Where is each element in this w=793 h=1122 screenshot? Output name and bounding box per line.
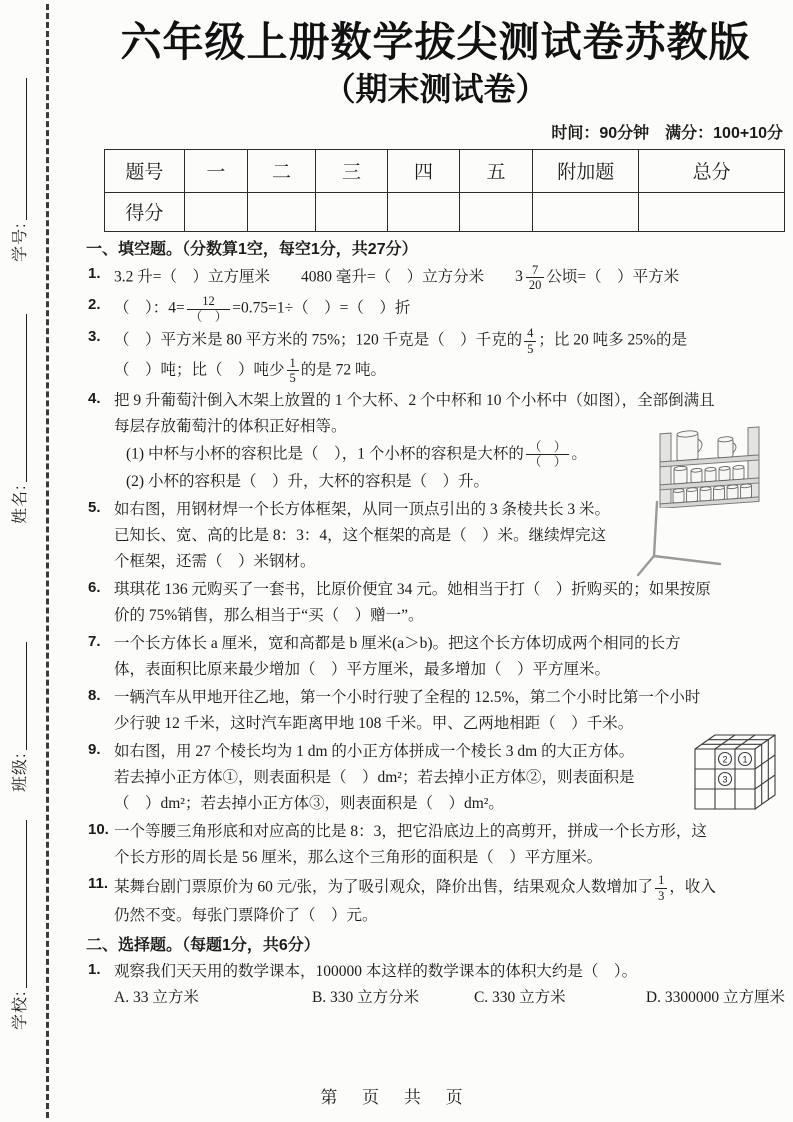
score-cell-empty [460, 192, 533, 231]
score-table-column-header: 三 [316, 149, 388, 192]
fraction [526, 263, 545, 293]
page-subtitle: （期末测试卷） [323, 70, 548, 107]
question-text: 已知长、宽、高的比是 8：3：4，这个框架的高是（ ）米。继续焊完这 [114, 527, 607, 545]
frame-corner-figure-wrap [635, 499, 723, 582]
score-table-header-row [105, 149, 785, 192]
question-line [114, 631, 785, 657]
section [86, 932, 785, 1011]
section-heading: 一、填空题。（分数算1空，每空1分，共27分） [86, 240, 418, 258]
frame-corner-figure [635, 499, 723, 577]
question [86, 685, 785, 737]
question-line [114, 845, 785, 871]
question-text: （ ）：4= [114, 299, 185, 317]
question [86, 326, 785, 386]
sidebar-fill-line [26, 642, 27, 750]
score-cell-empty [639, 192, 785, 231]
question-text: 一辆汽车从甲地开往乙地，第一个小时行驶了全程的 12.5%，第二个小时比第一个小时 [114, 689, 701, 707]
question-line [114, 263, 785, 293]
question-number: 1. [88, 264, 101, 282]
fraction-denominator: 5 [524, 341, 536, 356]
svg-text:2: 2 [722, 754, 728, 765]
question-text: =0.75=1÷（ ）=（ ）折 [232, 299, 411, 317]
question-number: 7. [88, 633, 101, 651]
score-table-score-row [105, 192, 785, 231]
score-table [104, 149, 785, 232]
score-cell-empty [248, 192, 316, 231]
fraction-denominator: 3 [655, 888, 667, 903]
question-number: 9. [88, 741, 101, 759]
question-number: 2. [88, 296, 101, 314]
sidebar-field-label: 姓名: [12, 484, 29, 524]
score-cell-empty [316, 192, 388, 231]
question [86, 294, 785, 324]
fraction-numerator: 12 [202, 294, 215, 309]
score-table-column-header: 题号 [105, 149, 185, 192]
fraction-numerator: 1 [289, 355, 296, 370]
score-table-column-header: 总分 [639, 149, 785, 192]
question-text: 公顷=（ ）平方米 [546, 268, 680, 286]
score-row-label: 得分 [105, 192, 185, 231]
fraction [526, 440, 570, 470]
score-table-column-header: 二 [248, 149, 316, 192]
question-text: 把 9 升葡萄汁倒入木架上放置的 1 个大杯、2 个中杯和 10 个小杯中（如图），全部倒满且 [114, 391, 715, 409]
question [86, 739, 785, 817]
question-text: 的是 72 吨。 [300, 361, 387, 379]
question-number: 8. [88, 687, 101, 705]
choice-option: C. 330 立方米 [473, 989, 566, 1007]
question-text: （ ）平方米是 80 平方米的 75%；120 千克是（ ）千克的 [114, 331, 523, 349]
question-line [114, 657, 785, 683]
sidebar-field-name [8, 312, 30, 524]
score-table-column-header: 五 [460, 149, 533, 192]
score-table-column-header: 四 [388, 149, 460, 192]
score-cell-empty [533, 192, 639, 231]
fraction-denominator: （ ） [187, 309, 231, 324]
question [86, 263, 785, 293]
question-line [114, 356, 785, 386]
section-heading: 二、选择题。（每题1分，共6分） [86, 937, 320, 955]
question-text: 个长方形的周长是 56 厘米，那么这个三角形的面积是（ ）平方厘米。 [114, 849, 603, 867]
question-text: 每层存放葡萄汁的体积正好相等。 [114, 417, 347, 435]
question-line [114, 577, 785, 603]
binding-dashed-line [46, 4, 49, 1118]
sidebar-field-label: 学号: [12, 222, 29, 262]
question-number: 11. [88, 875, 109, 893]
score-cell-empty [184, 192, 247, 231]
page-title: 六年级上册数学拔尖测试卷苏教版 [120, 19, 751, 65]
question-text: ，收入 [669, 878, 716, 896]
svg-text:3: 3 [722, 774, 728, 785]
question-line [114, 294, 785, 324]
svg-text:1: 1 [742, 754, 748, 765]
footer-page-label: 第 页 共 页 [320, 1088, 473, 1107]
fraction-numerator: 4 [527, 326, 534, 341]
question-text: 体，表面积比原来最少增加（ ）平方厘米，最多增加（ ）平方厘米。 [114, 661, 611, 679]
question [86, 631, 785, 683]
sidebar-fill-line [26, 820, 27, 988]
fraction [187, 294, 231, 324]
question-text: 琪琪花 136 元购买了一套书，比原价便宜 34 元。她相当于打（ ）折购买的；如果按原 [114, 581, 711, 599]
question-line [114, 326, 785, 356]
question-line [114, 819, 785, 845]
score-cell-empty [388, 192, 460, 231]
question-line [114, 739, 785, 765]
sidebar-field-student-number [8, 76, 30, 262]
cube-figure-wrap [691, 731, 785, 816]
question [86, 819, 785, 871]
question-number: 4. [88, 389, 101, 407]
question [86, 959, 785, 1011]
mixed-number-whole: 3 [515, 268, 523, 286]
question-text: 某舞台剧门票原价为 60 元/张，为了吸引观众，降价出售，结果观众人数增加了 [114, 878, 654, 896]
question-text: （ ）吨；比（ ）吨少 [114, 361, 285, 379]
question-text: 仍然不变。每张门票降价了（ ）元。 [114, 907, 378, 925]
exam-info: 时间：90分钟 满分：100+10分 [551, 124, 783, 142]
fraction [655, 873, 667, 903]
question-text: 个框架，还需（ ）米钢材。 [114, 553, 316, 571]
choice-option: D. 3300000 立方厘米 [645, 989, 785, 1007]
sidebar-fill-line [26, 314, 27, 482]
question-line [114, 873, 785, 903]
question-text: 少行驶 12 千米，这时汽车距离甲地 108 千米。甲、乙两地相距（ ）千米。 [114, 715, 634, 733]
cup-shelf-figure [658, 416, 761, 508]
question-number: 3. [88, 328, 101, 346]
question-line [114, 603, 785, 629]
question-text: 一个等腰三角形底和对应高的比是 8：3，把它沿底边上的高剪开，拼成一个长方形，这 [114, 823, 707, 841]
sidebar-field-class [8, 640, 30, 792]
sidebar-field-label: 学校: [12, 990, 29, 1030]
fraction-denominator: 5 [287, 370, 299, 385]
question-line [114, 765, 785, 791]
question-text: (2) 小杯的容积是（ ）升，大杯的容积是（ ）升。 [126, 473, 489, 491]
score-table-column-header: 一 [184, 149, 247, 192]
sidebar-field-school [8, 818, 30, 1030]
question-text: （ ）dm²；若去掉小正方体③，则表面积是（ ）dm²。 [114, 795, 504, 813]
fraction-denominator: （ ） [526, 454, 570, 469]
question-text: 观察我们天天用的数学课本，100000 本这样的数学课本的体积大约是（ ）。 [114, 963, 638, 981]
question-text: 一个长方体长 a 厘米，宽和高都是 b 厘米(a＞b)。把这个长方体切成两个相同的长方 [114, 635, 681, 653]
question-line [114, 685, 785, 711]
fraction-numerator: （ ） [528, 439, 567, 454]
question-number: 5. [88, 499, 101, 517]
question-line [114, 903, 785, 929]
question-text: 如右图，用钢材焊一个长方体框架，从同一顶点引出的 3 条棱共长 3 米。 [114, 501, 611, 519]
question-line [114, 959, 785, 985]
question [86, 497, 785, 575]
section [86, 236, 785, 930]
question-sections [86, 236, 785, 1012]
question-number: 10. [88, 821, 109, 839]
question-number: 1. [88, 961, 101, 979]
question-text: 3.2 升=（ ）立方厘米 4080 毫升=（ ）立方分米 [114, 268, 516, 286]
question-text: 。 [571, 445, 587, 463]
question-text: 如右图，用 27 个棱长均为 1 dm 的小正方体拼成一个棱长 3 dm 的大正方体。 [114, 743, 635, 761]
score-table-column-header: 附加题 [533, 149, 639, 192]
fraction-denominator: 20 [526, 277, 545, 292]
question-text: 价的 75%销售，那么相当于“买（ ）赠一”。 [114, 607, 424, 625]
fraction-numerator: 1 [658, 873, 665, 888]
question-number: 6. [88, 579, 101, 597]
question [86, 577, 785, 629]
sidebar-fill-line [26, 78, 27, 220]
fraction-numerator: 7 [532, 262, 539, 277]
question-text: 若去掉小正方体①，则表面积是（ ）dm²；若去掉小正方体②，则表面积是 [114, 769, 635, 787]
question-line [114, 791, 785, 817]
question-line [114, 711, 785, 737]
sidebar-field-label: 班级: [12, 752, 29, 792]
choice-option: B. 330 立方分米 [311, 989, 420, 1007]
fraction [287, 356, 299, 386]
choice-options-row [114, 985, 785, 1011]
question-text: ；比 20 吨多 25%的是 [538, 331, 687, 349]
question-line [114, 388, 785, 414]
fraction [524, 326, 536, 356]
choice-option: A. 33 立方米 [114, 989, 199, 1007]
question [86, 873, 785, 929]
paper-content [56, 0, 793, 1011]
question-text: (1) 中杯与小杯的容积比是（ ），1 个小杯的容积是大杯的 [126, 445, 524, 463]
cube-figure [691, 731, 785, 811]
question [86, 388, 785, 496]
